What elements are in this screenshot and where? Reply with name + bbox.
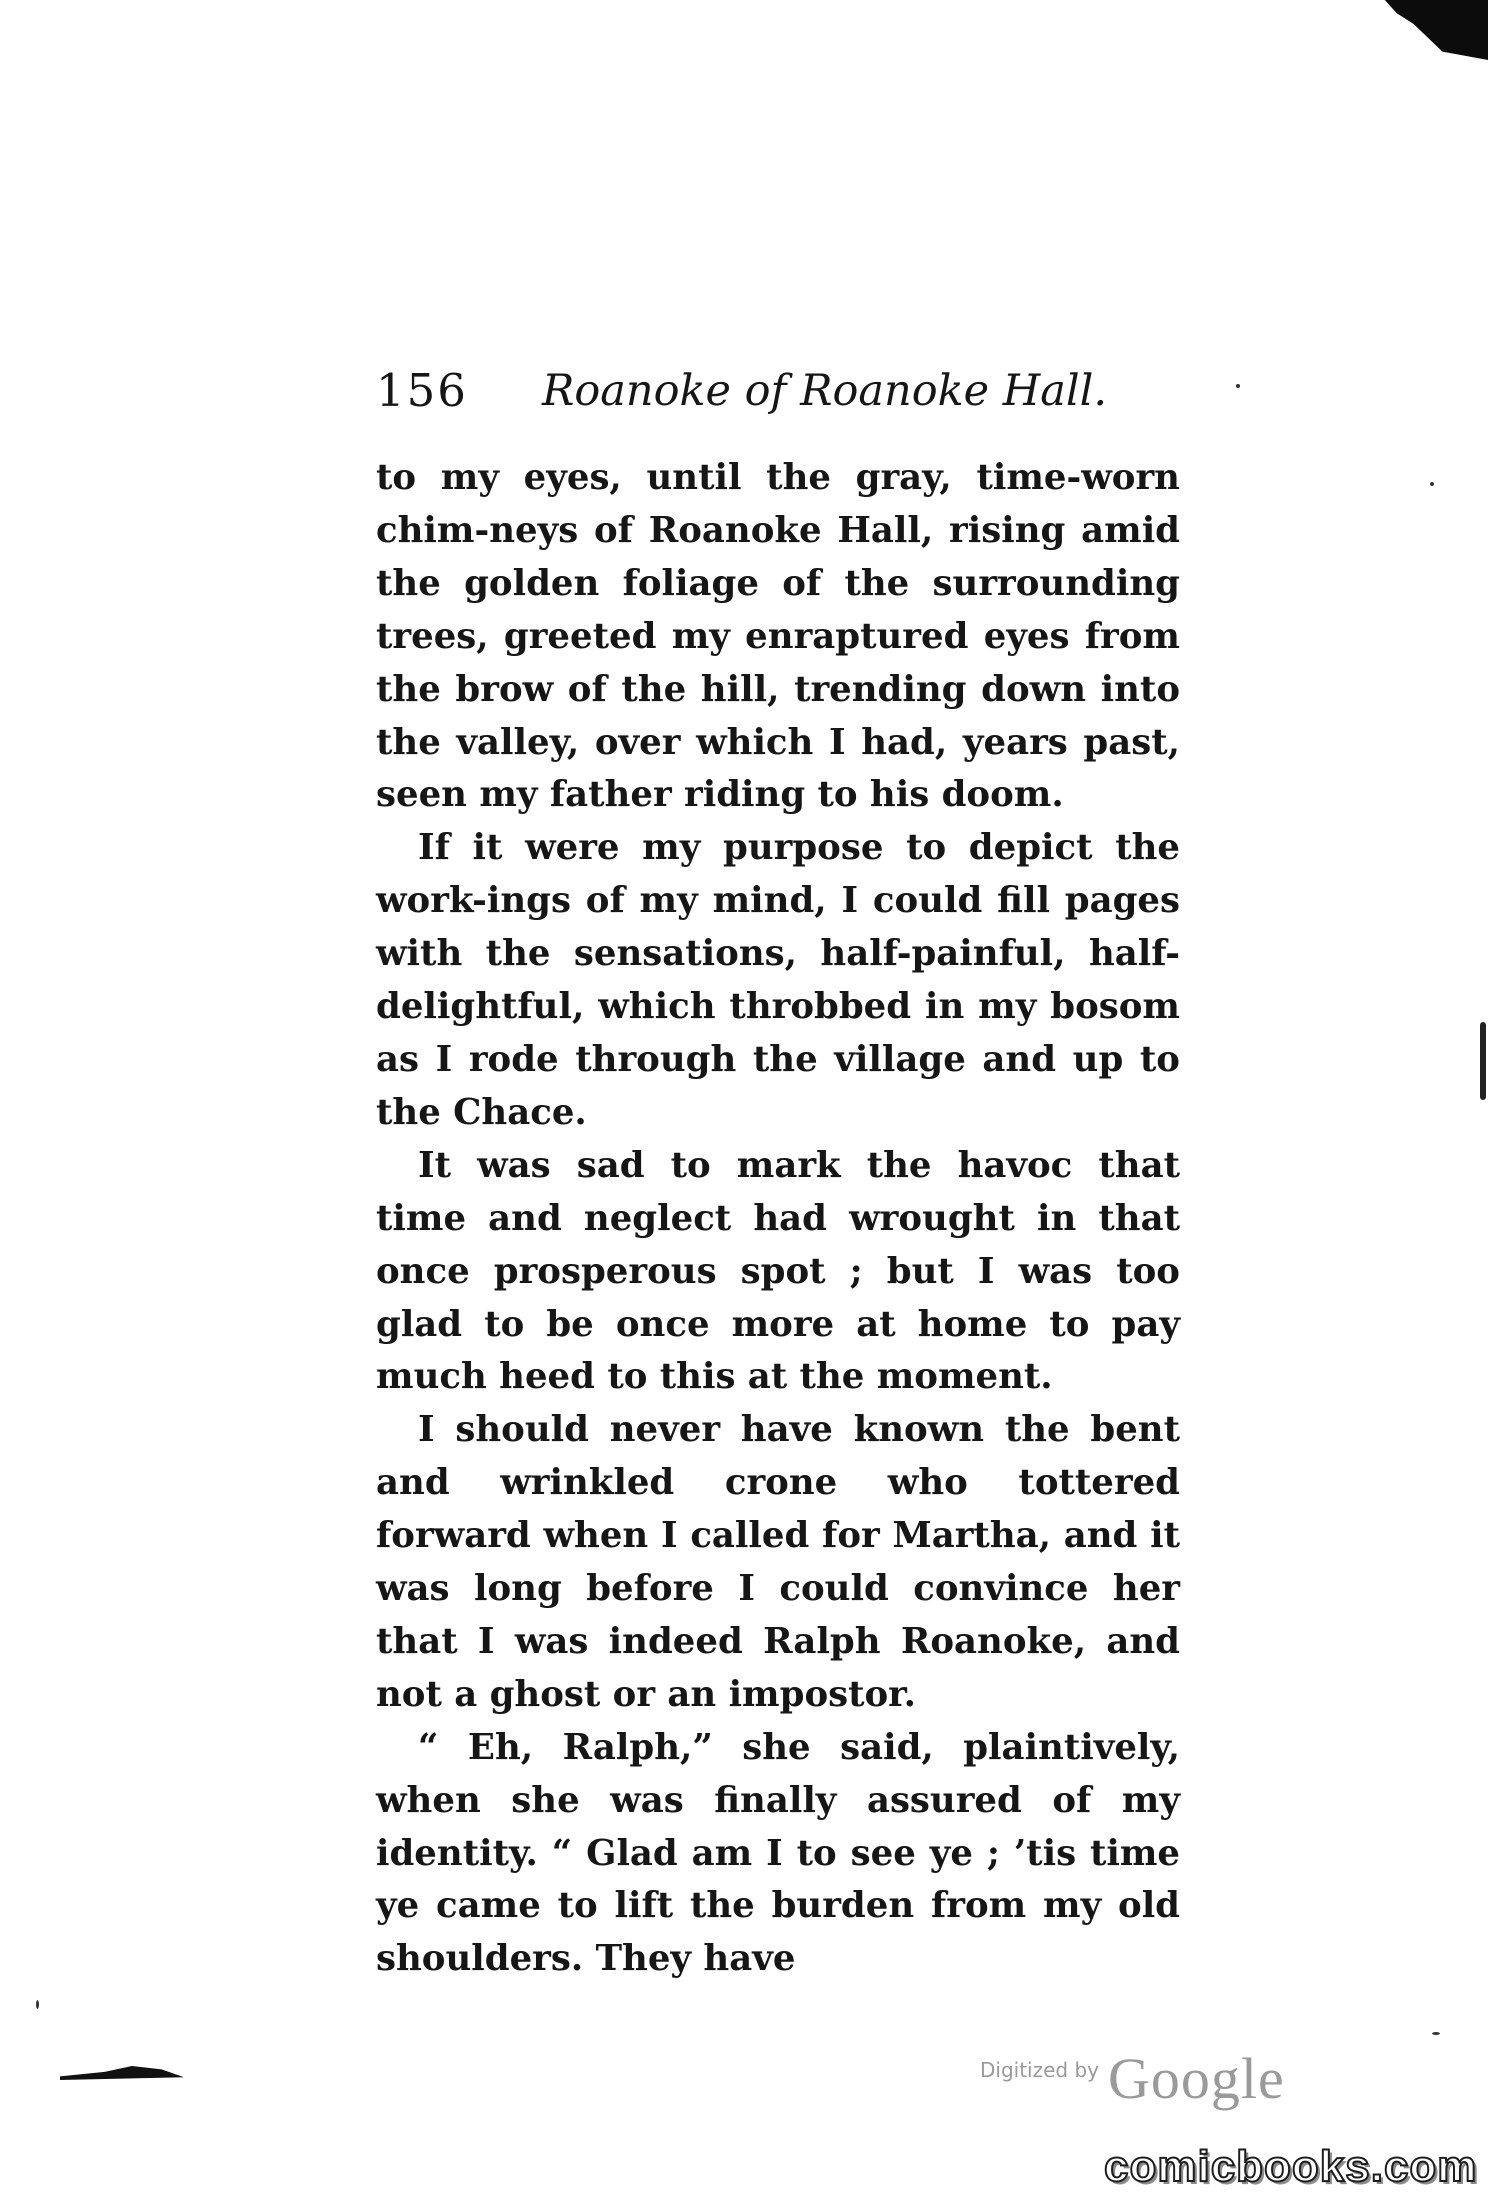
google-watermark: Google <box>1108 2046 1285 2111</box>
paragraph-5: “ Eh, Ralph,” she said, plaintively, when she was finally assured of my identity. “ Glad am I to see ye ; ’tis time ye came to lift the burden from my old shoulders. They have <box>376 1726 1180 1980</box>
scan-artifact-edge <box>1480 1022 1486 1100</box>
running-title: Roanoke of Roanoke Hall. <box>542 366 1108 416</box>
scan-speck <box>36 2000 39 2009</box>
scan-artifact-smudge <box>60 2066 184 2080</box>
paragraph-3: It was sad to mark the havoc that time and neglect had wrought in that once prosperous spot ; but I was too glad to be once more at home to pay much heed to this at the moment. <box>376 1144 1180 1398</box>
scan-speck <box>1432 2032 1440 2035</box>
scan-speck <box>1236 384 1240 388</box>
scan-speck <box>1430 482 1434 486</box>
paragraph-1: to my eyes, until the gray, time-worn chim-neys of Roanoke Hall, rising amid the golden foliage of the surrounding trees, greeted my enraptured eyes from the brow of the hill, trending down into the valley, over which I had, years past, seen my father riding to his doom. <box>376 457 1180 816</box>
page-header <box>376 356 1180 426</box>
site-watermark: comicbooks.com <box>1104 2142 1478 2191</box>
scan-artifact-corner <box>1368 0 1488 60</box>
paragraph-2: If it were my purpose to depict the work-ings of my mind, I could fill pages with the sensations, half-painful, half-delightful, which throbbed in my bosom as I rode through the village and up to the Chace. <box>376 827 1180 1133</box>
paragraph-4: I should never have known the bent and wrinkled crone who tottered forward when I called for Martha, and it was long before I could convince her that I was indeed Ralph Roanoke, and not a ghost or an impostor. <box>376 1409 1180 1715</box>
digitized-by-label: Digitized by <box>980 2058 1099 2082</box>
body-text <box>376 452 1180 1986</box>
page-number: 156 <box>376 364 468 417</box>
